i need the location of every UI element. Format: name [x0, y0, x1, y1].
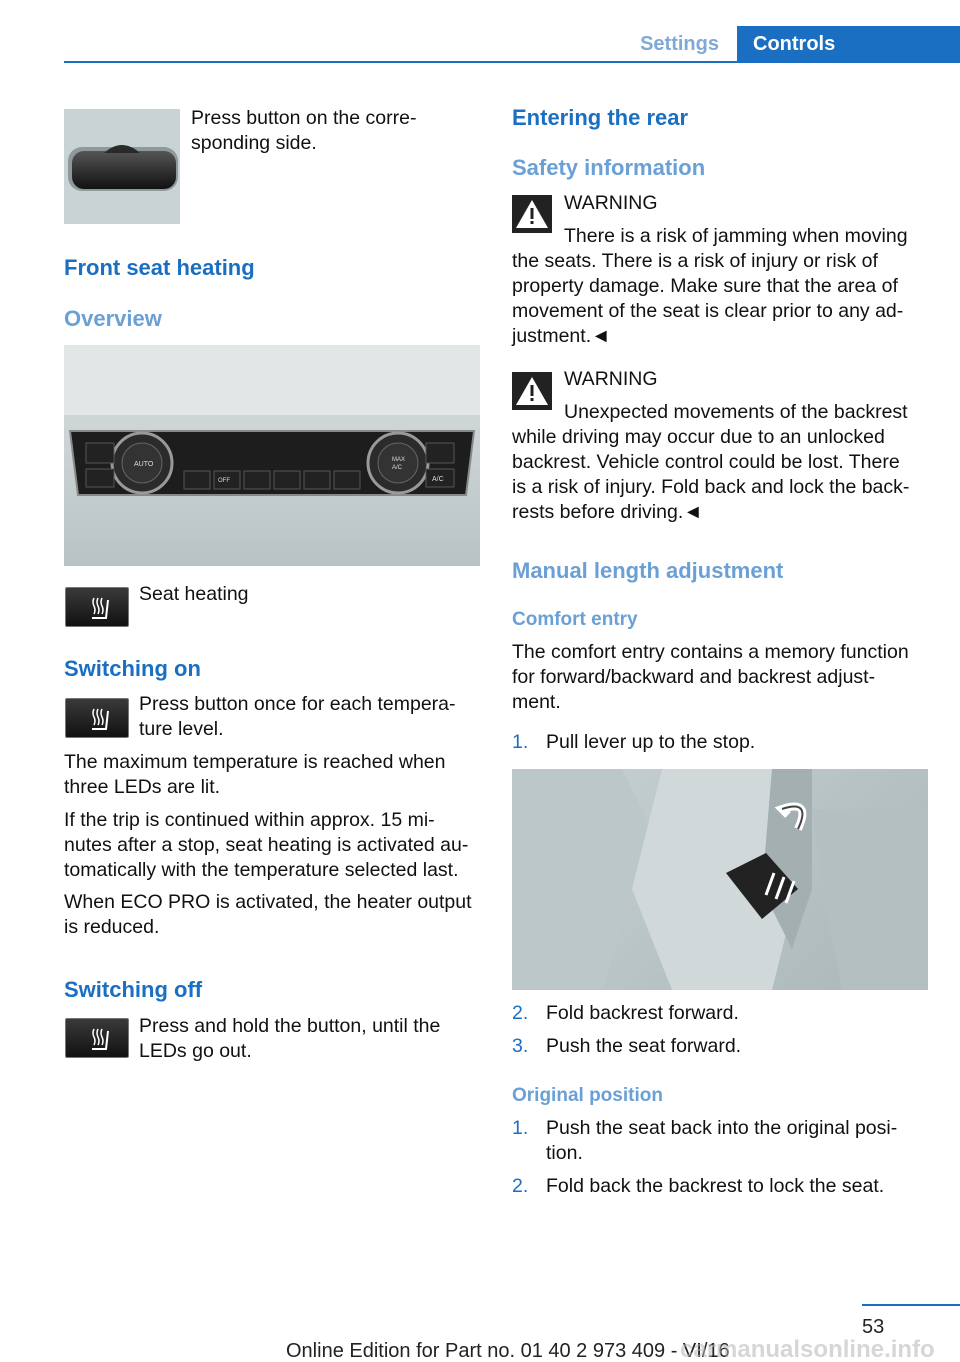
max-temp-text-1: The maximum temperature is reached when [64, 751, 446, 773]
warning-2-line-2: while driving may occur due to an unlocked [512, 426, 885, 448]
warning-2-line-4: is a risk of injury. Fold back and lock the back- [512, 476, 910, 498]
max-label: MAX [392, 457, 406, 463]
warning-icon [512, 195, 552, 233]
entering-rear-heading: Entering the rear [512, 105, 689, 130]
warning-1-line-4: movement of the seat is clear prior to any ad- [512, 300, 904, 322]
warning-1-line-2: the seats. There is a risk of injury or risk of [512, 250, 878, 272]
seat-heating-button-icon-on [65, 698, 129, 738]
warning-2-line-1: Unexpected movements of the backrest [564, 401, 908, 423]
switching-on-text-1: Press button once for each tempera- [139, 693, 456, 715]
trip-text-2: nutes after a stop, seat heating is activated au- [64, 834, 469, 856]
step-number: 3. [512, 1035, 529, 1057]
switching-off-text-1: Press and hold the button, until the [139, 1015, 441, 1037]
climate-panel-photo [64, 345, 480, 566]
original-position-heading: Original position [512, 1085, 663, 1106]
step-number: 1. [512, 1117, 529, 1139]
footer-rule [862, 1304, 960, 1306]
warning-1-line-3: property damage. Make sure that the area of [512, 275, 898, 297]
header-rule [64, 61, 960, 63]
side-button-photo [64, 109, 180, 224]
warning-icon [512, 372, 552, 410]
seat-heating-button-icon [65, 587, 129, 627]
original-step-2-text: Fold back the backrest to lock the seat. [546, 1175, 885, 1197]
original-step-1-line-1: Push the seat back into the original posi- [546, 1117, 898, 1139]
eco-pro-text-2: is reduced. [64, 916, 160, 938]
step-text: Pull lever up to the stop. [546, 731, 756, 753]
comfort-text-2: for forward/backward and backrest adjust- [512, 666, 876, 688]
step-number: 2. [512, 1175, 529, 1197]
seat-heating-button-icon-off [65, 1018, 129, 1058]
ac-button-label: A/C [432, 476, 444, 483]
max-ac-label: A/C [392, 465, 403, 471]
warning-2-title: WARNING [564, 368, 658, 390]
front-seat-heating-heading: Front seat heating [64, 255, 255, 280]
intro-text-line-2: sponding side. [191, 132, 317, 154]
warning-2-line-3: backrest. Vehicle control could be lost. There [512, 451, 900, 473]
seat-heating-label: Seat heating [139, 583, 249, 605]
step-text: Push the seat forward. [546, 1035, 742, 1057]
seat-lever-photo [512, 769, 928, 990]
warning-2-line-5: rests before driving.◄ [512, 501, 703, 523]
manual-length-adjustment-heading: Manual length adjustment [512, 558, 784, 583]
switching-on-text-2: ture level. [139, 718, 224, 740]
warning-1-title: WARNING [564, 192, 658, 214]
trip-text-3: tomatically with the temperature selected last. [64, 859, 459, 881]
off-label: OFF [218, 478, 230, 484]
original-step-1-line-2: tion. [546, 1142, 583, 1164]
header-controls-tab[interactable]: Controls [737, 26, 960, 62]
trip-text-1: If the trip is continued within approx. 15 mi- [64, 809, 435, 831]
warning-1-line-5: justment.◄ [512, 325, 611, 347]
switching-off-heading: Switching off [64, 977, 203, 1002]
comfort-text-1: The comfort entry contains a memory function [512, 641, 909, 663]
comfort-entry-heading: Comfort entry [512, 609, 638, 630]
warning-1-line-1: There is a risk of jamming when moving [564, 225, 908, 247]
switching-on-heading: Switching on [64, 656, 201, 681]
switching-off-text-2: LEDs go out. [139, 1040, 252, 1062]
step-number: 1. [512, 731, 529, 753]
step-text: Fold backrest forward. [546, 1002, 739, 1024]
intro-text-line-1: Press button on the corre- [191, 107, 417, 129]
watermark: carmanualsonline.info [680, 1336, 935, 1362]
auto-label: AUTO [134, 461, 154, 468]
safety-information-heading: Safety information [512, 155, 706, 180]
online-edition-text: Online Edition for Part no. 01 40 2 973 409 - VI/16 [286, 1340, 730, 1362]
page-number: 53 [862, 1316, 885, 1338]
step-number: 2. [512, 1002, 529, 1024]
eco-pro-text-1: When ECO PRO is activated, the heater output [64, 891, 472, 913]
overview-heading: Overview [64, 306, 162, 331]
header-settings-tab[interactable]: Settings [640, 33, 719, 55]
comfort-text-3: ment. [512, 691, 561, 713]
max-temp-text-2: three LEDs are lit. [64, 776, 221, 798]
